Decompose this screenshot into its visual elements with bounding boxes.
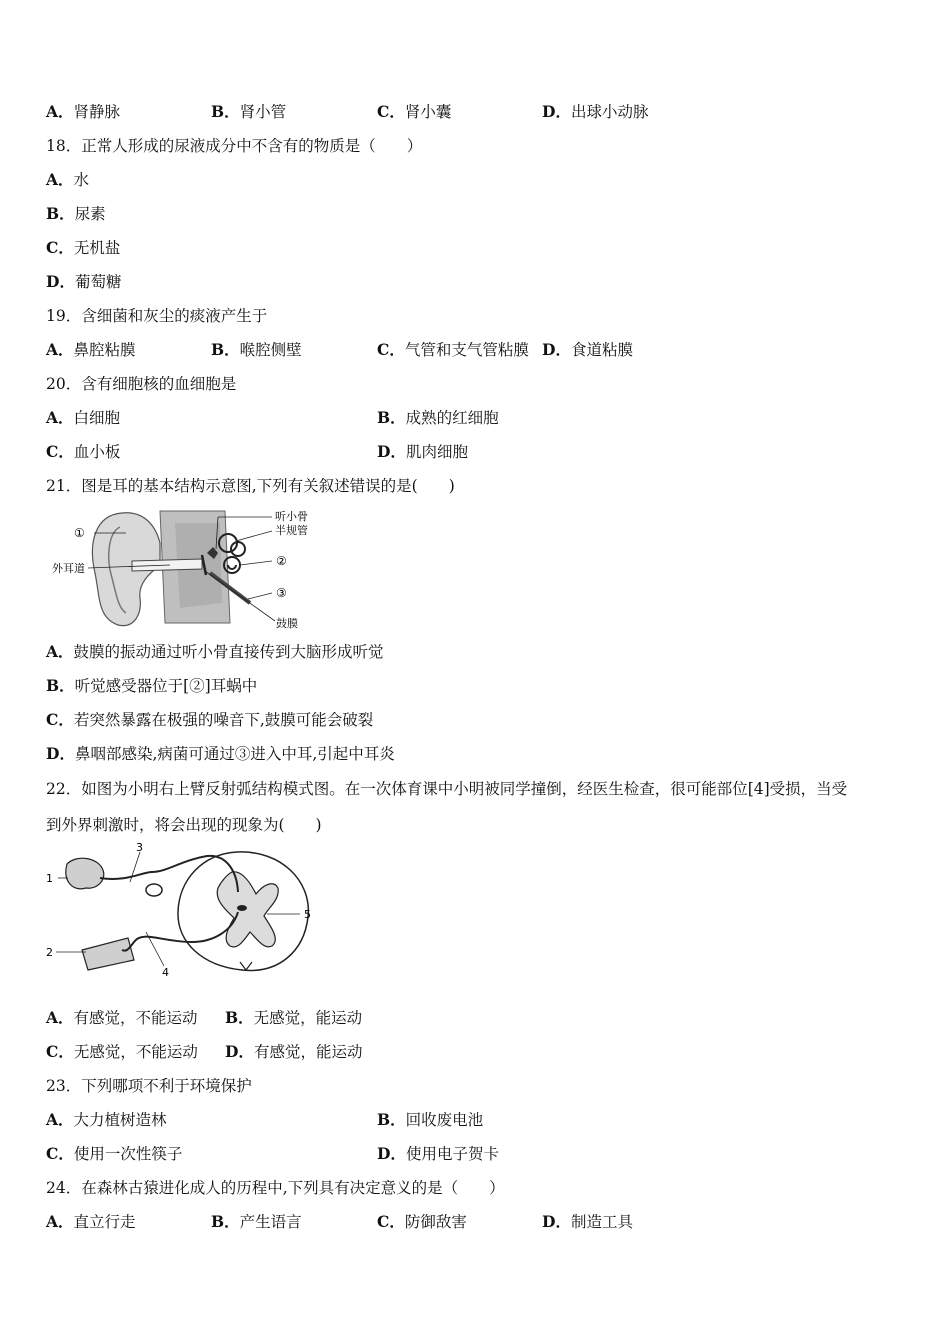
q22-stem-line2: 到外界刺激时，将会出现的现象为( ): [46, 816, 322, 834]
q20-option-c: C．血小板: [46, 442, 121, 461]
q18-option-b: B．尿素: [46, 204, 106, 223]
q24-stem: 24．在森林古猿进化成人的历程中,下列具有决定意义的是（ ）: [46, 1179, 505, 1197]
q22-option-d: D．有感觉，能运动: [225, 1042, 363, 1061]
ear-label-1: ①: [74, 526, 85, 540]
ear-label-semicircular: 半规管: [275, 524, 308, 537]
q18-option-d: D．葡萄糖: [46, 272, 122, 291]
q18-option-a: A．水: [46, 170, 90, 189]
q19-option-d: D．食道粘膜: [542, 340, 633, 359]
q22-option-c: C．无感觉，不能运动: [46, 1042, 198, 1061]
q18-option-c: C．无机盐: [46, 238, 121, 257]
reflex-label-5: 5: [304, 908, 311, 921]
ear-label-ossicles: 听小骨: [275, 510, 308, 523]
q23-stem: 23．下列哪项不利于环境保护: [46, 1077, 252, 1095]
q17-option-c: C．肾小囊: [377, 102, 452, 121]
q18-stem: 18．正常人形成的尿液成分中不含有的物质是（ ）: [46, 137, 423, 155]
q20-stem: 20．含有细胞核的血细胞是: [46, 375, 237, 393]
q24-option-a: A．直立行走: [46, 1212, 136, 1231]
reflex-arc-diagram: [42, 842, 317, 982]
q24-option-d: D．制造工具: [542, 1212, 633, 1231]
q20-option-a: A．白细胞: [46, 408, 121, 427]
q19-option-c: C．气管和支气管粘膜: [377, 340, 529, 359]
ear-label-ear-canal: 外耳道: [52, 562, 85, 575]
q21-option-d: D．鼻咽部感染,病菌可通过③进入中耳,引起中耳炎: [46, 744, 395, 763]
ganglion-shape: [146, 884, 162, 896]
q24-option-c: C．防御敌害: [377, 1212, 467, 1231]
q22-option-a: A．有感觉，不能运动: [46, 1008, 198, 1027]
reflex-label-2: 2: [46, 946, 53, 959]
q22-option-b: B．无感觉，能运动: [225, 1008, 363, 1027]
q23-option-a: A．大力植树造林: [46, 1110, 167, 1129]
q19-option-b: B．喉腔侧壁: [211, 340, 302, 359]
q23-option-c: C．使用一次性筷子: [46, 1144, 183, 1163]
q17-option-b: B．肾小管: [211, 102, 287, 121]
ear-structure-diagram: [50, 503, 320, 633]
q22-stem-line1: 22．如图为小明右上臂反射弧结构模式图。在一次体育课中小明被同学撞倒，经医生检查，很可能部位[4]受损，当受: [46, 780, 848, 798]
q20-option-d: D．肌肉细胞: [377, 442, 468, 461]
q21-option-b: B．听觉感受器位于[②]耳蜗中: [46, 676, 258, 695]
receptor-shape: [66, 858, 104, 889]
q21-option-c: C．若突然暴露在极强的噪音下,鼓膜可能会破裂: [46, 710, 374, 729]
ear-label-2: ②: [276, 554, 287, 568]
q19-stem: 19．含细菌和灰尘的痰液产生于: [46, 307, 268, 325]
q17-option-d: D．出球小动脉: [542, 102, 649, 121]
reflex-label-1: 1: [46, 872, 53, 885]
q23-option-d: D．使用电子贺卡: [377, 1144, 499, 1163]
reflex-label-4: 4: [162, 966, 169, 979]
q19-option-a: A．鼻腔粘膜: [46, 340, 136, 359]
q21-option-a: A．鼓膜的振动通过听小骨直接传到大脑形成听觉: [46, 642, 384, 661]
q24-option-b: B．产生语言: [211, 1212, 302, 1231]
ear-label-eardrum: 鼓膜: [276, 617, 298, 630]
ear-label-3: ③: [276, 586, 287, 600]
q20-option-b: B．成熟的红细胞: [377, 408, 499, 427]
q17-option-a: A．肾静脉: [46, 102, 121, 121]
q23-option-b: B．回收废电池: [377, 1110, 484, 1129]
q21-stem: 21．图是耳的基本结构示意图,下列有关叙述错误的是( ): [46, 477, 455, 495]
reflex-label-3: 3: [136, 842, 143, 854]
